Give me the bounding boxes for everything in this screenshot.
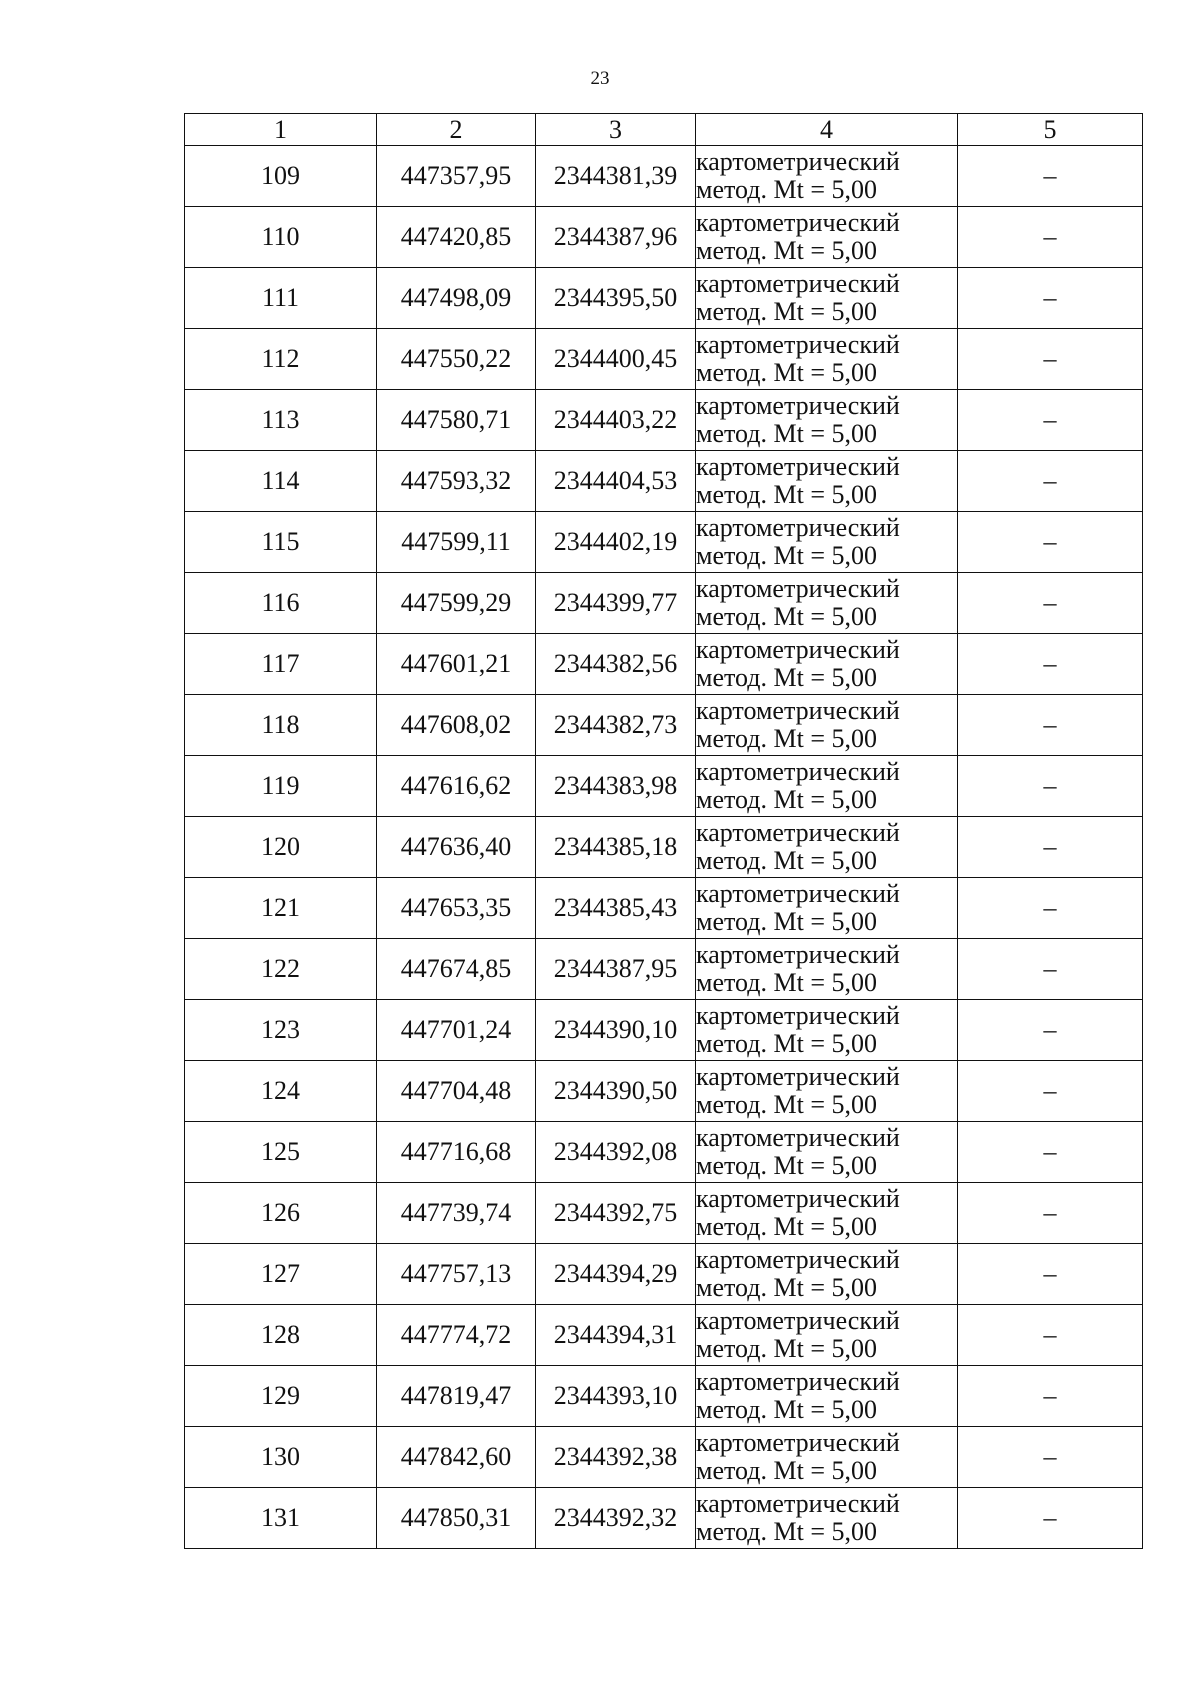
method-line-1: картометрический (696, 940, 900, 969)
method-line-1: картометрический (696, 269, 900, 298)
note-cell: – (958, 1122, 1143, 1183)
method-line-1: картометрический (696, 1428, 900, 1457)
method-line-1: картометрический (696, 1306, 900, 1335)
note-cell: – (958, 1061, 1143, 1122)
method-cell (696, 634, 958, 695)
coordinate-y: 2344385,18 (536, 817, 696, 878)
method-cell (696, 390, 958, 451)
table-row (185, 939, 1143, 1000)
point-number: 113 (185, 390, 377, 451)
method-line-2: метод. Mt = 5,00 (696, 846, 877, 875)
note-cell: – (958, 1244, 1143, 1305)
table-row (185, 695, 1143, 756)
point-number: 128 (185, 1305, 377, 1366)
coordinate-x: 447601,21 (377, 634, 536, 695)
point-number: 130 (185, 1427, 377, 1488)
coordinate-y: 2344394,29 (536, 1244, 696, 1305)
coordinate-x: 447636,40 (377, 817, 536, 878)
point-number: 109 (185, 146, 377, 207)
coordinate-x: 447819,47 (377, 1366, 536, 1427)
coordinate-y: 2344382,73 (536, 695, 696, 756)
table-row (185, 756, 1143, 817)
method-cell (696, 878, 958, 939)
note-cell: – (958, 756, 1143, 817)
point-number: 111 (185, 268, 377, 329)
method-line-2: метод. Mt = 5,00 (696, 907, 877, 936)
table-row (185, 634, 1143, 695)
method-cell (696, 1183, 958, 1244)
point-number: 118 (185, 695, 377, 756)
method-cell (696, 207, 958, 268)
coordinate-y: 2344387,96 (536, 207, 696, 268)
coordinate-x: 447704,48 (377, 1061, 536, 1122)
method-line-1: картометрический (696, 1123, 900, 1152)
coordinate-y: 2344403,22 (536, 390, 696, 451)
method-cell (696, 573, 958, 634)
coordinate-y: 2344394,31 (536, 1305, 696, 1366)
note-cell: – (958, 1183, 1143, 1244)
method-cell (696, 756, 958, 817)
method-line-2: метод. Mt = 5,00 (696, 968, 877, 997)
method-line-2: метод. Mt = 5,00 (696, 1151, 877, 1180)
note-cell: – (958, 817, 1143, 878)
coordinate-x: 447608,02 (377, 695, 536, 756)
note-cell: – (958, 451, 1143, 512)
coordinate-x: 447716,68 (377, 1122, 536, 1183)
table-row (185, 390, 1143, 451)
method-line-2: метод. Mt = 5,00 (696, 663, 877, 692)
method-line-1: картометрический (696, 1001, 900, 1030)
table-row (185, 1366, 1143, 1427)
coordinate-x: 447420,85 (377, 207, 536, 268)
method-line-1: картометрический (696, 574, 900, 603)
point-number: 126 (185, 1183, 377, 1244)
table-row (185, 1183, 1143, 1244)
table-row (185, 1061, 1143, 1122)
coordinate-x: 447580,71 (377, 390, 536, 451)
method-line-2: метод. Mt = 5,00 (696, 1273, 877, 1302)
method-line-2: метод. Mt = 5,00 (696, 785, 877, 814)
note-cell: – (958, 1366, 1143, 1427)
table-row (185, 573, 1143, 634)
method-cell (696, 451, 958, 512)
method-line-2: метод. Mt = 5,00 (696, 1456, 877, 1485)
table-row (185, 268, 1143, 329)
method-cell (696, 1000, 958, 1061)
method-line-2: метод. Mt = 5,00 (696, 1090, 877, 1119)
method-line-1: картометрический (696, 757, 900, 786)
method-line-2: метод. Mt = 5,00 (696, 1334, 877, 1363)
header-col-4: 4 (696, 114, 958, 146)
point-number: 112 (185, 329, 377, 390)
coordinate-x: 447599,11 (377, 512, 536, 573)
table-row (185, 1427, 1143, 1488)
method-cell (696, 1061, 958, 1122)
point-number: 115 (185, 512, 377, 573)
point-number: 131 (185, 1488, 377, 1549)
header-row (185, 114, 1143, 146)
method-line-2: метод. Mt = 5,00 (696, 602, 877, 631)
coordinate-x: 447599,29 (377, 573, 536, 634)
point-number: 114 (185, 451, 377, 512)
coordinate-x: 447653,35 (377, 878, 536, 939)
table-row (185, 146, 1143, 207)
coordinate-x: 447701,24 (377, 1000, 536, 1061)
method-line-1: картометрический (696, 1245, 900, 1274)
note-cell: – (958, 1305, 1143, 1366)
point-number: 120 (185, 817, 377, 878)
note-cell: – (958, 878, 1143, 939)
method-line-2: метод. Mt = 5,00 (696, 1029, 877, 1058)
point-number: 122 (185, 939, 377, 1000)
method-cell (696, 817, 958, 878)
table-body (185, 146, 1143, 1549)
method-cell (696, 1427, 958, 1488)
note-cell: – (958, 390, 1143, 451)
coordinate-y: 2344381,39 (536, 146, 696, 207)
method-line-1: картометрический (696, 208, 900, 237)
header-col-5: 5 (958, 114, 1143, 146)
coordinate-y: 2344382,56 (536, 634, 696, 695)
coordinate-y: 2344390,10 (536, 1000, 696, 1061)
method-line-2: метод. Mt = 5,00 (696, 1517, 877, 1546)
method-line-1: картометрический (696, 452, 900, 481)
coordinate-y: 2344387,95 (536, 939, 696, 1000)
coordinate-x: 447498,09 (377, 268, 536, 329)
note-cell: – (958, 695, 1143, 756)
point-number: 110 (185, 207, 377, 268)
method-line-2: метод. Mt = 5,00 (696, 236, 877, 265)
coordinate-y: 2344402,19 (536, 512, 696, 573)
point-number: 117 (185, 634, 377, 695)
method-cell (696, 268, 958, 329)
coordinate-x: 447850,31 (377, 1488, 536, 1549)
table-row (185, 451, 1143, 512)
table-row (185, 878, 1143, 939)
point-number: 121 (185, 878, 377, 939)
method-line-1: картометрический (696, 147, 900, 176)
header-col-3: 3 (536, 114, 696, 146)
coordinate-y: 2344393,10 (536, 1366, 696, 1427)
coordinate-y: 2344392,75 (536, 1183, 696, 1244)
note-cell: – (958, 512, 1143, 573)
method-line-2: метод. Mt = 5,00 (696, 358, 877, 387)
table-row (185, 207, 1143, 268)
coordinate-x: 447593,32 (377, 451, 536, 512)
coordinate-y: 2344385,43 (536, 878, 696, 939)
point-number: 129 (185, 1366, 377, 1427)
coordinates-table (184, 113, 1143, 1549)
table-row (185, 1122, 1143, 1183)
method-line-1: картометрический (696, 1367, 900, 1396)
point-number: 127 (185, 1244, 377, 1305)
method-line-2: метод. Mt = 5,00 (696, 419, 877, 448)
note-cell: – (958, 146, 1143, 207)
coordinate-x: 447842,60 (377, 1427, 536, 1488)
method-line-2: метод. Mt = 5,00 (696, 480, 877, 509)
note-cell: – (958, 634, 1143, 695)
table-row (185, 1488, 1143, 1549)
note-cell: – (958, 939, 1143, 1000)
method-cell (696, 1488, 958, 1549)
table-row (185, 329, 1143, 390)
method-line-2: метод. Mt = 5,00 (696, 541, 877, 570)
method-line-2: метод. Mt = 5,00 (696, 175, 877, 204)
note-cell: – (958, 207, 1143, 268)
method-cell (696, 1122, 958, 1183)
table-row (185, 1000, 1143, 1061)
coordinate-y: 2344392,08 (536, 1122, 696, 1183)
coordinate-x: 447550,22 (377, 329, 536, 390)
method-cell (696, 329, 958, 390)
table-row (185, 817, 1143, 878)
point-number: 125 (185, 1122, 377, 1183)
method-line-1: картометрический (696, 818, 900, 847)
method-line-1: картометрический (696, 1489, 900, 1518)
method-cell (696, 939, 958, 1000)
note-cell: – (958, 1488, 1143, 1549)
coordinate-x: 447757,13 (377, 1244, 536, 1305)
method-cell (696, 1366, 958, 1427)
note-cell: – (958, 329, 1143, 390)
method-line-1: картометрический (696, 1062, 900, 1091)
note-cell: – (958, 573, 1143, 634)
method-cell (696, 146, 958, 207)
point-number: 124 (185, 1061, 377, 1122)
coordinate-x: 447674,85 (377, 939, 536, 1000)
method-cell (696, 512, 958, 573)
method-line-1: картометрический (696, 330, 900, 359)
method-cell (696, 695, 958, 756)
method-line-1: картометрический (696, 513, 900, 542)
coordinate-x: 447616,62 (377, 756, 536, 817)
point-number: 119 (185, 756, 377, 817)
note-cell: – (958, 268, 1143, 329)
coordinate-x: 447357,95 (377, 146, 536, 207)
method-cell (696, 1305, 958, 1366)
coordinate-y: 2344392,38 (536, 1427, 696, 1488)
method-line-1: картометрический (696, 391, 900, 420)
coordinate-y: 2344399,77 (536, 573, 696, 634)
coordinate-y: 2344404,53 (536, 451, 696, 512)
table-row (185, 1305, 1143, 1366)
coordinate-x: 447739,74 (377, 1183, 536, 1244)
method-line-1: картометрический (696, 879, 900, 908)
note-cell: – (958, 1000, 1143, 1061)
point-number: 116 (185, 573, 377, 634)
coordinate-y: 2344392,32 (536, 1488, 696, 1549)
header-col-2: 2 (377, 114, 536, 146)
coordinate-y: 2344400,45 (536, 329, 696, 390)
method-line-1: картометрический (696, 1184, 900, 1213)
header-col-1: 1 (185, 114, 377, 146)
method-line-2: метод. Mt = 5,00 (696, 724, 877, 753)
method-line-2: метод. Mt = 5,00 (696, 1395, 877, 1424)
method-cell (696, 1244, 958, 1305)
coordinate-x: 447774,72 (377, 1305, 536, 1366)
table-row (185, 1244, 1143, 1305)
coordinate-y: 2344383,98 (536, 756, 696, 817)
coordinate-y: 2344390,50 (536, 1061, 696, 1122)
point-number: 123 (185, 1000, 377, 1061)
method-line-2: метод. Mt = 5,00 (696, 1212, 877, 1241)
method-line-1: картометрический (696, 635, 900, 664)
method-line-1: картометрический (696, 696, 900, 725)
note-cell: – (958, 1427, 1143, 1488)
coordinate-y: 2344395,50 (536, 268, 696, 329)
table-header (185, 114, 1143, 146)
method-line-2: метод. Mt = 5,00 (696, 297, 877, 326)
table-row (185, 512, 1143, 573)
page-number: 23 (590, 68, 610, 89)
